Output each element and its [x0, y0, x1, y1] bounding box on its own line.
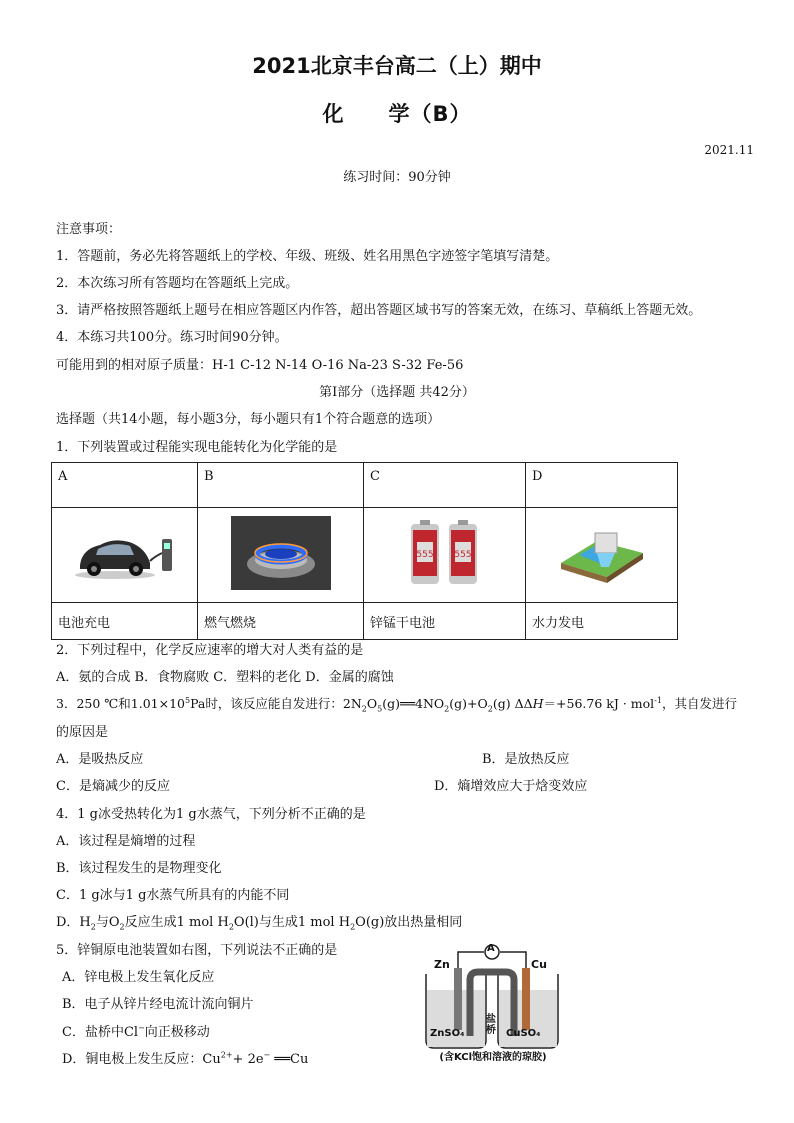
note-item: 1．答题前，务必先将答题纸上的学校、年级、班级、姓名用黑色字迹签字笔填写清楚。	[56, 249, 559, 264]
exam-date: 2021.11	[704, 143, 754, 157]
notes-heading: 注意事项：	[56, 222, 122, 237]
electric-car-charging-icon	[70, 523, 180, 583]
salt-bridge-label: 盐桥	[486, 1014, 496, 1036]
q1-stem: 1．下列装置或过程能实现电能转化为化学能的是	[56, 440, 338, 455]
q5-option-c: C．盐桥中Cl−向正极移动	[62, 1023, 210, 1040]
q5-option-a: A．锌电极上发生氧化反应	[62, 970, 215, 985]
q3-option-b: B．是放热反应	[482, 752, 570, 767]
q1-label-c: 锌锰干电池	[364, 603, 526, 640]
figure-caption: (含KCl饱和溶液的琼胶)	[439, 1052, 547, 1063]
q2-options: A．氨的合成 B．食物腐败 C．塑料的老化 D．金属的腐蚀	[56, 670, 394, 685]
atomic-mass: 可能用到的相对原子质量：H-1 C-12 N-14 O-16 Na-23 S-32 Fe-56	[56, 358, 464, 373]
q2-stem: 2．下列过程中，化学反应速率的增大对人类有益的是	[56, 643, 364, 658]
q4-option-d: D．$H_2$与$O_2$反应生成1 mol $H_2O(l)$与生成1 mol $H_2O(g)$放出热量相同	[56, 915, 463, 932]
q5-option-b: B．电子从锌片经电流计流向铜片	[62, 997, 254, 1012]
note-item: 3．请严格按照答题纸上题号在相应答题区内作答，超出答题区域书写的答案无效，在练习、草稿纸上答题无效。	[56, 303, 702, 318]
q3-option-a: A．是吸热反应	[56, 752, 144, 767]
q1-image-c	[364, 508, 526, 603]
q1-image-b	[198, 508, 364, 603]
part1-heading: 第Ⅰ部分（选择题 共42分）	[319, 385, 475, 400]
q1-label-d: 水力发电	[526, 603, 678, 640]
q3-option-d: D．熵增效应大于焓变效应	[434, 779, 588, 794]
ammeter-label: A	[487, 943, 495, 954]
q4-option-c: C．1 g冰与1 g水蒸气所具有的内能不同	[56, 888, 290, 903]
q1-label-b: 燃气燃烧	[198, 603, 364, 640]
q3-stem: 3．250 ℃和$1.01\times 10^5Pa$时，该反应能自发进行：$2N_2O_5(g)══4NO_2(g)+O_2(g)$ ΔΔH＝+56.76 kJ · mol$^{-1}$，其自发进行	[56, 695, 737, 714]
q1-image-a	[52, 508, 198, 603]
dry-cell-battery-icon	[405, 518, 485, 588]
cuso4-label: CuSO₄	[506, 1028, 541, 1039]
q3-option-c: C．是熵减少的反应	[56, 779, 170, 794]
q3-stem-line2: 的原因是	[56, 725, 109, 740]
q1-letter-b: B	[198, 463, 364, 508]
note-item: 2．本次练习所有答题均在答题纸上完成。	[56, 276, 299, 291]
znso4-label: ZnSO₄	[430, 1028, 465, 1039]
hydropower-dam-icon	[557, 523, 647, 583]
subject-title: 化 学（B）	[322, 102, 472, 126]
svg-text:555: 555	[453, 550, 472, 560]
q1-image-d	[526, 508, 678, 603]
copper-electrode	[522, 968, 530, 1030]
q1-letter-a: A	[52, 463, 198, 508]
q1-letter-d: D	[526, 463, 678, 508]
q4-stem: 4．1 g冰受热转化为1 g水蒸气，下列分析不正确的是	[56, 807, 366, 822]
exam-duration: 练习时间：90分钟	[343, 170, 451, 185]
q5-option-d: D．铜电极上发生反应：$Cu^{2+}+ 2e^-$ ══Cu	[62, 1050, 309, 1067]
q4-option-b: B．该过程发生的是物理变化	[56, 861, 222, 876]
part1-intro: 选择题（共14小题，每小题3分，每小题只有1个符合题意的选项）	[56, 412, 441, 427]
svg-text:555: 555	[415, 550, 434, 560]
q5-figure	[418, 940, 568, 1065]
q4-option-a: A．该过程是熵增的过程	[56, 834, 196, 849]
q1-options-table	[51, 462, 678, 640]
note-item: 4．本练习共100分。练习时间90分钟。	[56, 330, 288, 345]
gas-burner-flame-icon	[231, 516, 331, 590]
q1-label-a: 电池充电	[52, 603, 198, 640]
zinc-label: Zn	[434, 958, 450, 971]
zinc-electrode	[454, 968, 462, 1030]
q5-stem: 5．锌铜原电池装置如右图，下列说法不正确的是	[56, 943, 338, 958]
q1-letter-c: C	[364, 463, 526, 508]
copper-label: Cu	[531, 958, 547, 971]
page-title: 2021北京丰台高二（上）期中	[252, 54, 542, 78]
